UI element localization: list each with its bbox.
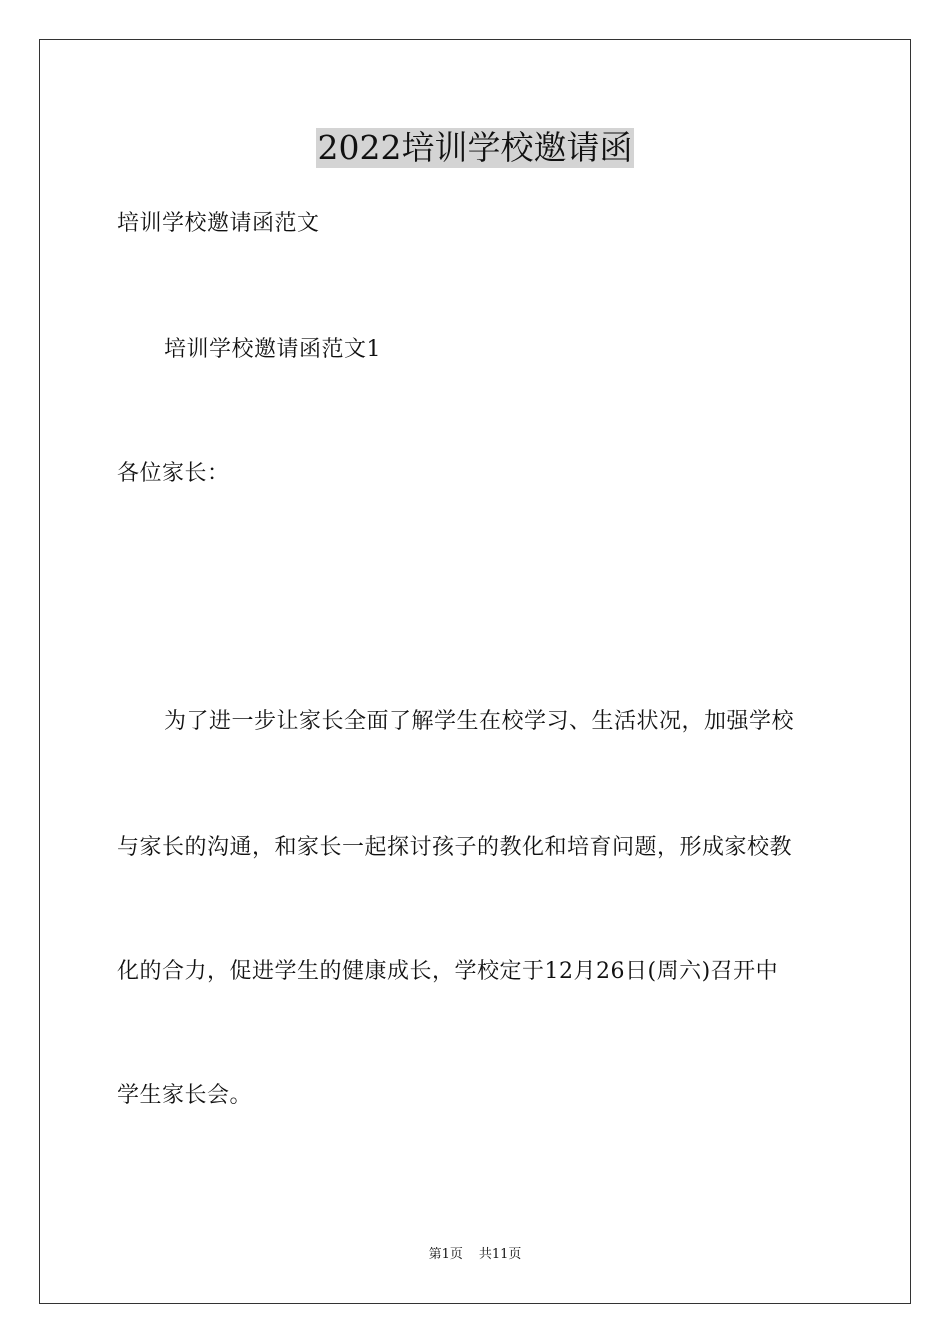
body-line: 为了进一步让家长全面了解学生在校学习、生活状况，加强学校 [164, 709, 795, 734]
salutation: 各位家长： [117, 461, 230, 486]
subtitle: 培训学校邀请函范文 [117, 211, 320, 236]
section-heading: 培训学校邀请函范文1 [164, 337, 381, 362]
title-container [0, 128, 950, 168]
page-total: 共11页 [478, 1247, 522, 1262]
page-number: 第1页 [428, 1247, 463, 1262]
body-line: 学生家长会。 [117, 1083, 253, 1108]
page-footer [0, 1246, 950, 1264]
body-line: 化的合力，促进学生的健康成长，学校定于12月26日(周六)召开中 [117, 959, 779, 984]
body-line: 与家长的沟通，和家长一起探讨孩子的教化和培育问题，形成家校教 [117, 835, 793, 860]
document-title: 2022培训学校邀请函 [317, 128, 633, 167]
